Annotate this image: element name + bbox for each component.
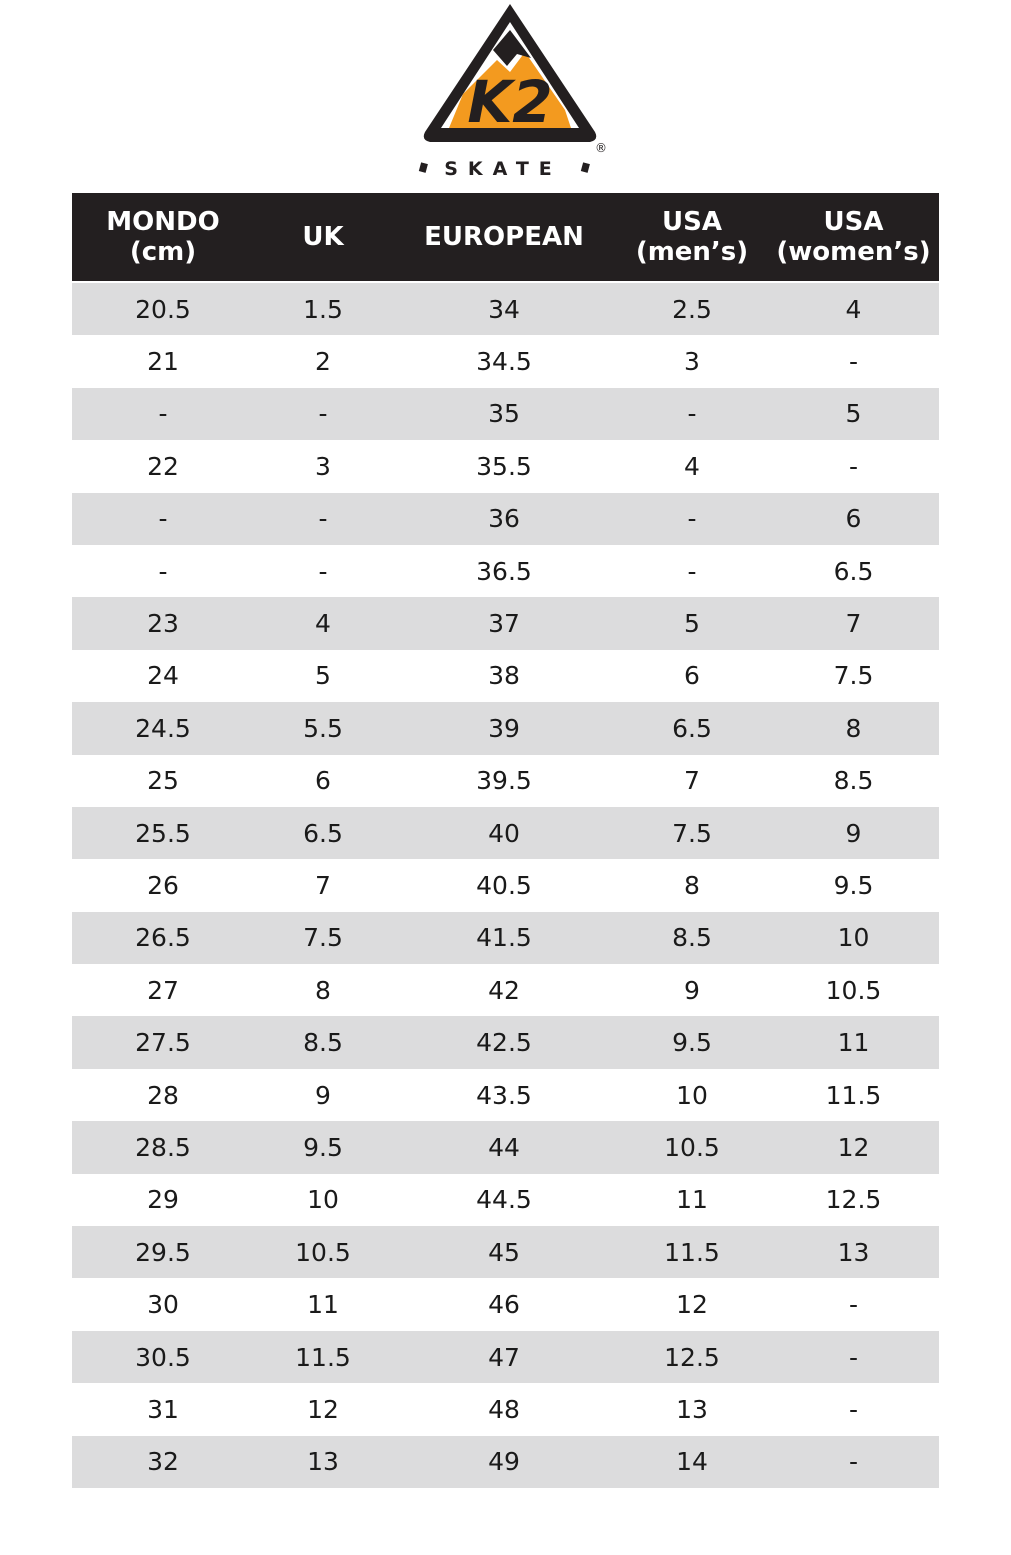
cell-mondo: 26 <box>147 870 179 900</box>
cell-uk: - <box>318 399 328 429</box>
cell-usa-womens: 4 <box>845 294 862 324</box>
cell-european: 41.5 <box>476 923 532 953</box>
column-header-uk <box>254 222 392 252</box>
table-row <box>72 755 939 807</box>
column-header-usa-womens <box>768 207 939 267</box>
cell-european: 42.5 <box>476 1028 532 1058</box>
cell-usa-mens: 8.5 <box>672 923 712 953</box>
table-row <box>72 1278 939 1330</box>
cell-mondo: - <box>158 399 168 429</box>
cell-uk: 4 <box>315 609 331 639</box>
table-row <box>72 388 939 440</box>
table-row <box>72 964 939 1016</box>
cell-mondo: 25 <box>147 766 179 796</box>
cell-usa-womens: 10 <box>837 923 870 953</box>
table-row <box>72 1121 939 1173</box>
cell-uk: 13 <box>307 1447 339 1477</box>
cell-mondo: 24.5 <box>135 713 191 743</box>
cell-usa-mens: 9.5 <box>672 1028 712 1058</box>
table-row <box>72 650 939 702</box>
cell-mondo: 22 <box>147 451 179 481</box>
cell-european: 36.5 <box>476 556 532 586</box>
table-row <box>72 493 939 545</box>
cell-european: 42 <box>488 975 520 1005</box>
cell-uk: 9 <box>315 1080 331 1110</box>
cell-usa-womens: - <box>848 1394 859 1424</box>
table-row <box>72 1069 939 1121</box>
cell-european: 35.5 <box>476 451 532 481</box>
cell-uk: 6.5 <box>303 818 343 848</box>
cell-usa-mens: 6 <box>684 661 700 691</box>
k2-triangle-emblem <box>405 0 615 185</box>
cell-usa-womens: - <box>848 1447 859 1477</box>
table-header <box>72 193 939 281</box>
cell-usa-mens: - <box>687 556 697 586</box>
cell-usa-mens: 10.5 <box>664 1132 720 1162</box>
cell-mondo: 30.5 <box>135 1342 191 1372</box>
table-row <box>72 440 939 492</box>
cell-mondo: 29 <box>147 1185 179 1215</box>
table-row <box>72 702 939 754</box>
cell-usa-mens: 12 <box>676 1290 708 1320</box>
column-header-usa-mens <box>616 207 768 267</box>
size-conversion-table <box>72 193 939 1488</box>
cell-european: 39.5 <box>476 766 532 796</box>
cell-usa-womens: 11.5 <box>825 1080 882 1110</box>
cell-usa-womens: 8.5 <box>833 766 874 796</box>
cell-european: 34 <box>488 294 520 324</box>
cell-uk: - <box>318 504 328 534</box>
table-row <box>72 859 939 911</box>
column-header-line2: (cm) <box>129 237 197 267</box>
column-header-line1: MONDO <box>106 207 220 237</box>
cell-uk: 8 <box>315 975 331 1005</box>
cell-european: 34.5 <box>476 347 532 377</box>
cell-mondo: - <box>158 504 168 534</box>
cell-mondo: 27.5 <box>135 1028 191 1058</box>
table-row <box>72 545 939 597</box>
column-header-european <box>392 222 616 252</box>
k2-skate-logo <box>405 0 615 185</box>
table-row <box>72 283 939 335</box>
column-header-line2: (women’s) <box>776 237 931 267</box>
cell-uk: 12 <box>307 1394 339 1424</box>
cell-usa-womens: 7 <box>845 609 862 639</box>
cell-usa-mens: 6.5 <box>672 713 712 743</box>
registered-trademark-icon: ® <box>595 141 607 155</box>
cell-uk: 11.5 <box>295 1342 351 1372</box>
column-header-line1: USA <box>823 207 884 237</box>
cell-usa-womens: 11 <box>837 1028 870 1058</box>
cell-mondo: 28 <box>147 1080 179 1110</box>
table-row <box>72 1226 939 1278</box>
cell-uk: 5.5 <box>303 713 343 743</box>
cell-european: 49 <box>488 1447 520 1477</box>
cell-usa-womens: - <box>848 451 859 481</box>
cell-uk: 2 <box>315 347 331 377</box>
cell-european: 44.5 <box>476 1185 532 1215</box>
cell-uk: 6 <box>315 766 331 796</box>
cell-uk: 7.5 <box>303 923 343 953</box>
table-row <box>72 1331 939 1383</box>
cell-uk: 7 <box>315 870 331 900</box>
cell-usa-mens: 5 <box>684 609 700 639</box>
cell-usa-womens: 9.5 <box>833 870 874 900</box>
cell-mondo: 23 <box>147 609 179 639</box>
table-row <box>72 335 939 387</box>
cell-usa-womens: 13 <box>837 1237 870 1267</box>
cell-usa-womens: - <box>848 1290 859 1320</box>
cell-mondo: 32 <box>147 1447 179 1477</box>
cell-usa-mens: 8 <box>684 870 700 900</box>
cell-usa-mens: - <box>687 399 697 429</box>
cell-european: 38 <box>488 661 520 691</box>
cell-usa-womens: 8 <box>845 713 862 743</box>
cell-mondo: 24 <box>147 661 179 691</box>
cell-european: 45 <box>488 1237 520 1267</box>
cell-european: 39 <box>488 713 520 743</box>
cell-usa-mens: 4 <box>684 451 700 481</box>
cell-usa-womens: 7.5 <box>833 661 874 691</box>
cell-usa-womens: 10.5 <box>825 975 882 1005</box>
cell-mondo: 29.5 <box>135 1237 191 1267</box>
table-row <box>72 912 939 964</box>
table-row <box>72 1016 939 1068</box>
cell-uk: 3 <box>315 451 331 481</box>
cell-mondo: 30 <box>147 1290 179 1320</box>
cell-european: 40 <box>488 818 520 848</box>
cell-usa-mens: 2.5 <box>672 294 712 324</box>
table-row <box>72 807 939 859</box>
column-header-line1: EUROPEAN <box>424 222 584 252</box>
cell-usa-mens: 3 <box>684 347 700 377</box>
table-row <box>72 1174 939 1226</box>
cell-mondo: 28.5 <box>135 1132 191 1162</box>
cell-usa-womens: - <box>848 1342 859 1372</box>
cell-mondo: 27 <box>147 975 179 1005</box>
cell-uk: 1.5 <box>303 294 343 324</box>
cell-usa-mens: 12.5 <box>664 1342 720 1372</box>
column-header-line1: USA <box>662 207 722 237</box>
skate-wordmark: SKATE <box>444 158 562 180</box>
cell-european: 48 <box>488 1394 520 1424</box>
cell-usa-mens: 7.5 <box>672 818 712 848</box>
table-row <box>72 1436 939 1488</box>
table-body <box>72 283 939 1488</box>
cell-mondo: 21 <box>147 347 179 377</box>
cell-mondo: 20.5 <box>135 294 191 324</box>
column-header-mondo <box>72 207 254 267</box>
table-row <box>72 597 939 649</box>
cell-uk: 9.5 <box>303 1132 343 1162</box>
cell-european: 43.5 <box>476 1080 532 1110</box>
cell-uk: 10 <box>307 1185 339 1215</box>
cell-usa-womens: 12 <box>837 1132 870 1162</box>
cell-usa-mens: 7 <box>684 766 700 796</box>
cell-usa-mens: 9 <box>684 975 700 1005</box>
cell-uk: 10.5 <box>295 1237 351 1267</box>
cell-mondo: 26.5 <box>135 923 191 953</box>
column-header-line2: (men’s) <box>635 237 749 267</box>
cell-usa-mens: 10 <box>676 1080 708 1110</box>
cell-mondo: 31 <box>147 1394 179 1424</box>
cell-uk: 5 <box>315 661 331 691</box>
cell-european: 47 <box>488 1342 520 1372</box>
cell-european: 35 <box>488 399 520 429</box>
cell-uk: - <box>318 556 328 586</box>
cell-usa-womens: 5 <box>845 399 862 429</box>
cell-usa-womens: 12.5 <box>825 1185 882 1215</box>
cell-usa-mens: 13 <box>676 1394 708 1424</box>
cell-uk: 11 <box>307 1290 339 1320</box>
cell-usa-womens: 9 <box>845 818 862 848</box>
cell-mondo: - <box>158 556 168 586</box>
cell-uk: 8.5 <box>303 1028 343 1058</box>
cell-usa-mens: 11.5 <box>664 1237 720 1267</box>
cell-european: 40.5 <box>476 870 532 900</box>
k2-logo-lettering: K2 <box>467 68 553 136</box>
cell-usa-mens: 14 <box>676 1447 708 1477</box>
cell-usa-mens: - <box>687 504 697 534</box>
cell-european: 44 <box>488 1132 520 1162</box>
column-header-line1: UK <box>302 222 344 252</box>
cell-mondo: 25.5 <box>135 818 191 848</box>
cell-european: 36 <box>488 504 520 534</box>
cell-usa-womens: 6.5 <box>833 556 874 586</box>
cell-usa-womens: - <box>848 347 859 377</box>
cell-european: 37 <box>488 609 520 639</box>
cell-usa-mens: 11 <box>676 1185 708 1215</box>
table-row <box>72 1383 939 1435</box>
cell-european: 46 <box>488 1290 520 1320</box>
cell-usa-womens: 6 <box>845 504 862 534</box>
